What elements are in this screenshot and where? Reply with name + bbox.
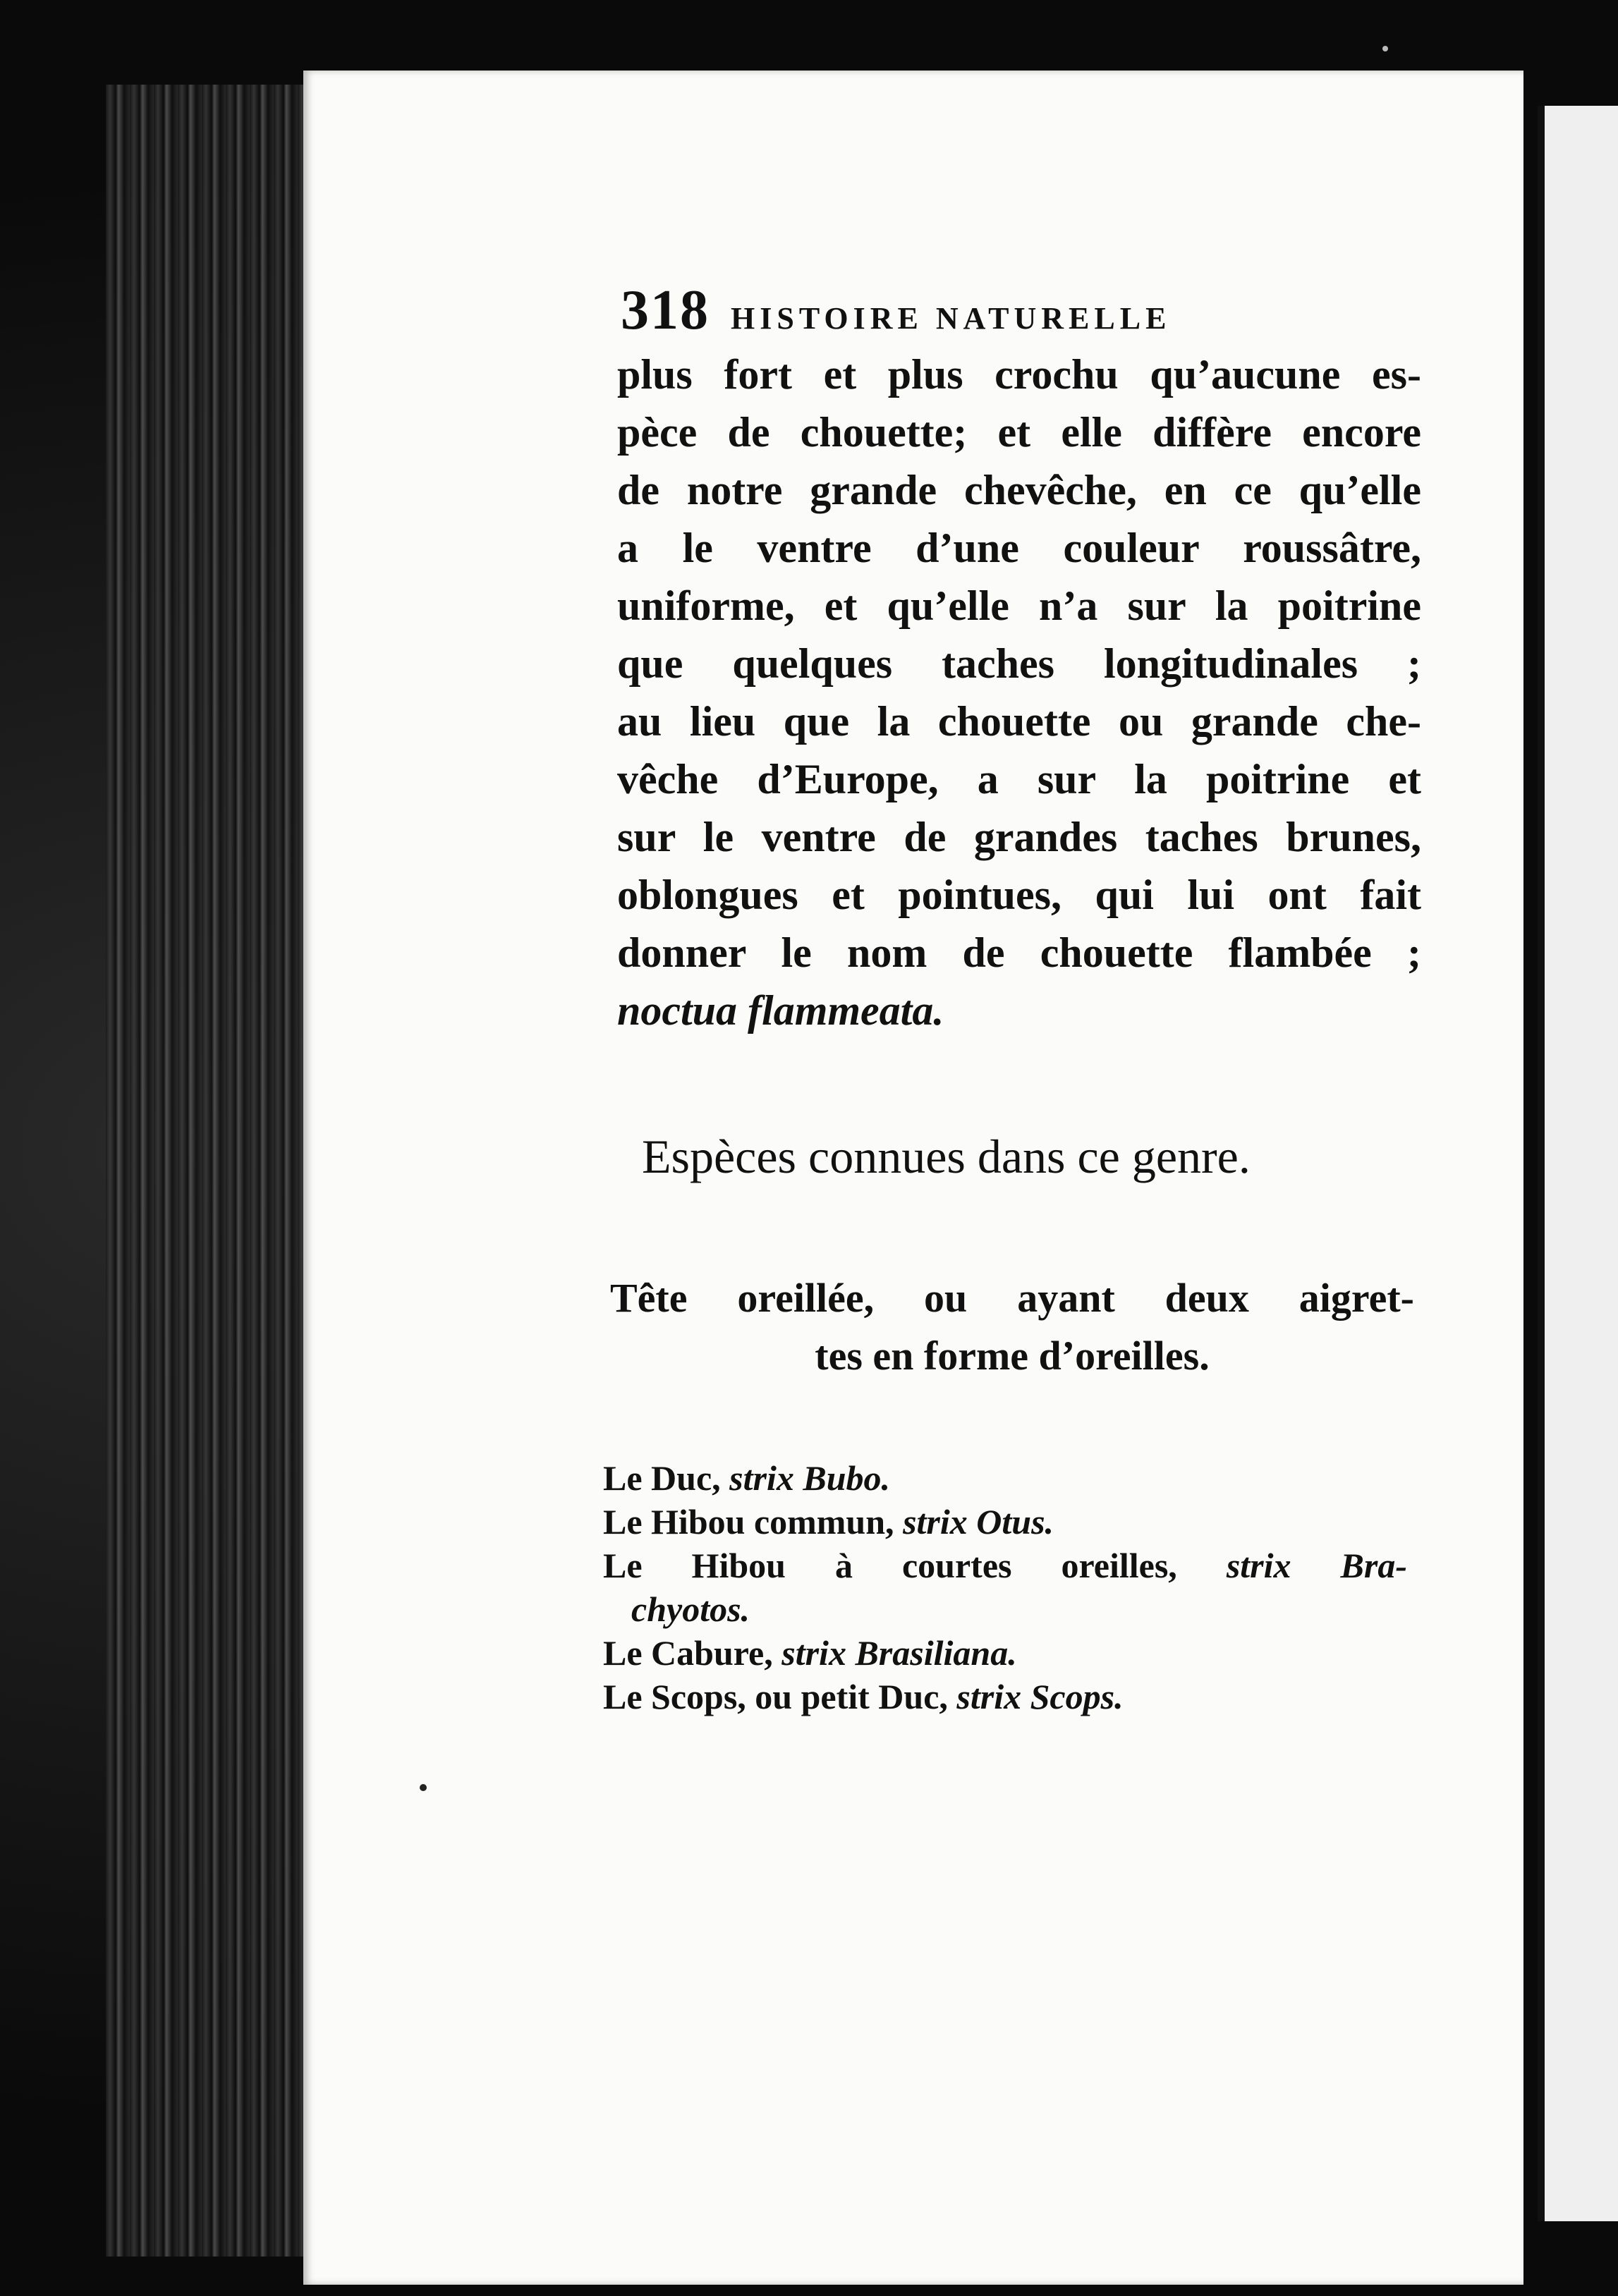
species-latin-name: strix Brasiliana. bbox=[781, 1633, 1017, 1673]
adjacent-page-edge bbox=[1538, 106, 1618, 2221]
list-item bbox=[603, 1544, 1407, 1587]
list-item bbox=[603, 1631, 1407, 1675]
species-latin-name: strix Bubo. bbox=[729, 1458, 891, 1498]
species-common-name: Le Scops, ou petit Duc, bbox=[603, 1677, 957, 1716]
page-header bbox=[621, 279, 1284, 342]
species-common-name: Le Duc, bbox=[603, 1458, 730, 1498]
running-head: HISTOIRE NATURELLE bbox=[731, 301, 1172, 336]
species-latin-name: strix Otus. bbox=[903, 1502, 1054, 1541]
section-heading: Espèces connues dans ce genre. bbox=[642, 1130, 1251, 1183]
list-item bbox=[603, 1456, 1407, 1500]
species-common-name: Le Hibou à courtes oreilles, bbox=[603, 1546, 1227, 1585]
species-latin-name: strix Scops. bbox=[956, 1677, 1124, 1716]
list-item-continuation: chyotos. bbox=[631, 1589, 750, 1629]
body-line: a le ventre d’une couleur roussâtre, bbox=[617, 525, 1421, 571]
species-common-name: Le Cabure, bbox=[603, 1633, 782, 1673]
body-line: au lieu que la chouette ou grande che- bbox=[617, 698, 1421, 745]
body-line: oblongues et pointues, qui lui ont fait bbox=[617, 872, 1421, 918]
ink-speck bbox=[1382, 46, 1388, 51]
body-line: de notre grande chevêche, en ce qu’elle bbox=[617, 467, 1421, 513]
body-line: plus fort et plus crochu qu’aucune es- bbox=[617, 351, 1421, 398]
ink-speck bbox=[420, 1784, 427, 1791]
stacked-page-edges bbox=[106, 85, 317, 2257]
species-list bbox=[603, 1456, 1407, 1718]
subheading-line: Tête oreillée, ou ayant deux aigret- bbox=[610, 1275, 1414, 1321]
body-line: vêche d’Europe, a sur la poitrine et bbox=[617, 756, 1421, 802]
subheading bbox=[610, 1269, 1414, 1385]
body-line: donner le nom de chouette flambée ; bbox=[617, 929, 1421, 976]
subheading-line: tes en forme d’oreilles. bbox=[815, 1333, 1210, 1379]
body-line: pèce de chouette; et elle diffère encore bbox=[617, 409, 1421, 456]
body-line-italic: noctua flammeata. bbox=[617, 987, 944, 1034]
list-item bbox=[603, 1675, 1407, 1718]
list-item bbox=[603, 1500, 1407, 1544]
body-paragraph bbox=[617, 346, 1421, 1039]
body-line: uniforme, et qu’elle n’a sur la poitrine bbox=[617, 582, 1421, 629]
body-line: que quelques taches longitudinales ; bbox=[617, 640, 1421, 687]
body-line: sur le ventre de grandes taches brunes, bbox=[617, 814, 1421, 860]
species-common-name: Le Hibou commun, bbox=[603, 1502, 904, 1541]
page-number: 318 bbox=[621, 279, 710, 341]
species-latin-name: strix Bra- bbox=[1226, 1546, 1407, 1585]
